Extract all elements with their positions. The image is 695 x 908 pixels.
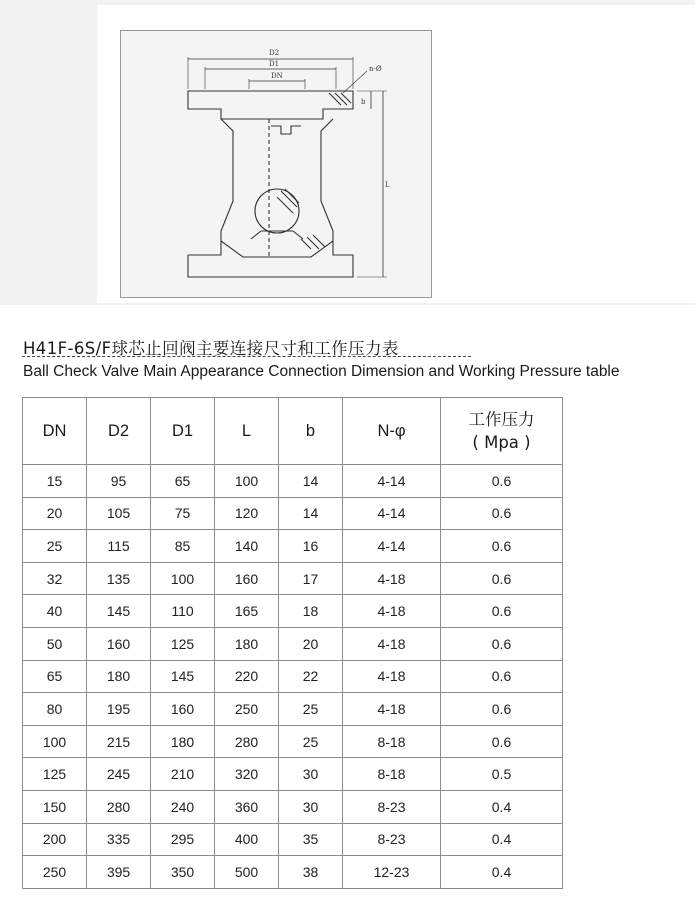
header-l: L — [215, 398, 279, 465]
chinese-title: H41F-6S/F球芯止回阀主要连接尺寸和工作压力表 — [23, 339, 399, 358]
table-row — [23, 465, 563, 498]
cell-l: 220 — [215, 660, 279, 693]
cell-pressure: 0.6 — [441, 530, 563, 563]
table-row — [23, 562, 563, 595]
cell-d1: 85 — [151, 530, 215, 563]
cell-n-phi: 4-18 — [343, 627, 441, 660]
valve-technical-drawing — [120, 30, 432, 298]
cell-d1: 145 — [151, 660, 215, 693]
cell-pressure: 0.6 — [441, 725, 563, 758]
cell-n-phi: 4-14 — [343, 530, 441, 563]
cell-pressure: 0.5 — [441, 758, 563, 791]
cell-b: 22 — [279, 660, 343, 693]
cell-d2: 335 — [87, 823, 151, 856]
cell-l: 400 — [215, 823, 279, 856]
cell-b: 30 — [279, 790, 343, 823]
cell-l: 140 — [215, 530, 279, 563]
table-row — [23, 790, 563, 823]
right-background — [468, 5, 695, 303]
n-phi-label: n-Ø — [369, 65, 382, 73]
cell-l: 280 — [215, 725, 279, 758]
cell-d1: 180 — [151, 725, 215, 758]
dn-dimension-label: DN — [271, 72, 283, 80]
cell-l: 165 — [215, 595, 279, 628]
cell-l: 250 — [215, 693, 279, 726]
cell-l: 100 — [215, 465, 279, 498]
cell-d2: 215 — [87, 725, 151, 758]
cell-dn: 20 — [23, 497, 87, 530]
cell-b: 30 — [279, 758, 343, 791]
header-d1: D1 — [151, 398, 215, 465]
cell-dn: 65 — [23, 660, 87, 693]
cell-b: 25 — [279, 693, 343, 726]
valve-cross-section-svg — [121, 31, 433, 299]
b-dimension-label: b — [361, 98, 366, 106]
cell-pressure: 0.6 — [441, 627, 563, 660]
cell-pressure: 0.6 — [441, 562, 563, 595]
cell-d1: 110 — [151, 595, 215, 628]
table-row — [23, 660, 563, 693]
cell-b: 35 — [279, 823, 343, 856]
cell-l: 120 — [215, 497, 279, 530]
cell-d2: 135 — [87, 562, 151, 595]
cell-b: 17 — [279, 562, 343, 595]
table-row — [23, 627, 563, 660]
table-header-row — [23, 398, 563, 465]
cell-dn: 25 — [23, 530, 87, 563]
cell-pressure: 0.4 — [441, 856, 563, 889]
cell-n-phi: 4-18 — [343, 660, 441, 693]
cell-n-phi: 8-18 — [343, 725, 441, 758]
d1-dimension-label: D1 — [269, 60, 280, 68]
cell-l: 320 — [215, 758, 279, 791]
cell-d2: 395 — [87, 856, 151, 889]
cell-pressure: 0.6 — [441, 595, 563, 628]
cell-d2: 105 — [87, 497, 151, 530]
pressure-header-line1: 工作压力 — [468, 410, 535, 429]
cell-b: 16 — [279, 530, 343, 563]
cell-d2: 245 — [87, 758, 151, 791]
cell-dn: 15 — [23, 465, 87, 498]
cell-dn: 100 — [23, 725, 87, 758]
header-d2: D2 — [87, 398, 151, 465]
cell-l: 160 — [215, 562, 279, 595]
cell-d2: 95 — [87, 465, 151, 498]
table-row — [23, 823, 563, 856]
cell-l: 360 — [215, 790, 279, 823]
table-row — [23, 595, 563, 628]
dimension-pressure-table — [22, 397, 563, 889]
table-row — [23, 497, 563, 530]
cell-dn: 32 — [23, 562, 87, 595]
cell-pressure: 0.6 — [441, 660, 563, 693]
cell-n-phi: 8-23 — [343, 790, 441, 823]
cell-d1: 350 — [151, 856, 215, 889]
cell-d2: 180 — [87, 660, 151, 693]
d2-dimension-label: D2 — [269, 49, 280, 57]
english-title: Ball Check Valve Main Appearance Connection Dimension and Working Pressure table — [23, 363, 620, 380]
cell-pressure: 0.6 — [441, 497, 563, 530]
table-row — [23, 758, 563, 791]
cell-dn: 125 — [23, 758, 87, 791]
cell-n-phi: 4-14 — [343, 465, 441, 498]
cell-dn: 200 — [23, 823, 87, 856]
cell-dn: 80 — [23, 693, 87, 726]
cell-l: 500 — [215, 856, 279, 889]
cell-d2: 160 — [87, 627, 151, 660]
cell-n-phi: 12-23 — [343, 856, 441, 889]
cell-pressure: 0.6 — [441, 693, 563, 726]
cell-d2: 195 — [87, 693, 151, 726]
table-row — [23, 856, 563, 889]
pressure-header-line2: ( Mpa ) — [472, 433, 531, 452]
cell-d1: 295 — [151, 823, 215, 856]
cell-d1: 75 — [151, 497, 215, 530]
title-divider — [22, 356, 471, 357]
cell-dn: 40 — [23, 595, 87, 628]
cell-dn: 50 — [23, 627, 87, 660]
table-row — [23, 725, 563, 758]
cell-n-phi: 8-23 — [343, 823, 441, 856]
table-row — [23, 693, 563, 726]
cell-d1: 125 — [151, 627, 215, 660]
cell-n-phi: 4-18 — [343, 595, 441, 628]
cell-pressure: 0.4 — [441, 790, 563, 823]
cell-b: 20 — [279, 627, 343, 660]
cell-b: 25 — [279, 725, 343, 758]
cell-dn: 150 — [23, 790, 87, 823]
cell-d1: 210 — [151, 758, 215, 791]
cell-d1: 100 — [151, 562, 215, 595]
cell-b: 18 — [279, 595, 343, 628]
cell-d1: 160 — [151, 693, 215, 726]
table-row — [23, 530, 563, 563]
header-dn: DN — [23, 398, 87, 465]
l-dimension-label: L — [385, 181, 390, 189]
cell-n-phi: 8-18 — [343, 758, 441, 791]
cell-d2: 145 — [87, 595, 151, 628]
cell-n-phi: 4-18 — [343, 562, 441, 595]
cell-dn: 250 — [23, 856, 87, 889]
cell-pressure: 0.4 — [441, 823, 563, 856]
header-b: b — [279, 398, 343, 465]
header-working-pressure — [441, 398, 563, 465]
cell-d2: 115 — [87, 530, 151, 563]
cell-b: 14 — [279, 497, 343, 530]
cell-l: 180 — [215, 627, 279, 660]
cell-pressure: 0.6 — [441, 465, 563, 498]
header-n-phi: N-φ — [343, 398, 441, 465]
cell-d1: 240 — [151, 790, 215, 823]
cell-b: 14 — [279, 465, 343, 498]
cell-n-phi: 4-14 — [343, 497, 441, 530]
cell-d1: 65 — [151, 465, 215, 498]
cell-n-phi: 4-18 — [343, 693, 441, 726]
cell-d2: 280 — [87, 790, 151, 823]
cell-b: 38 — [279, 856, 343, 889]
